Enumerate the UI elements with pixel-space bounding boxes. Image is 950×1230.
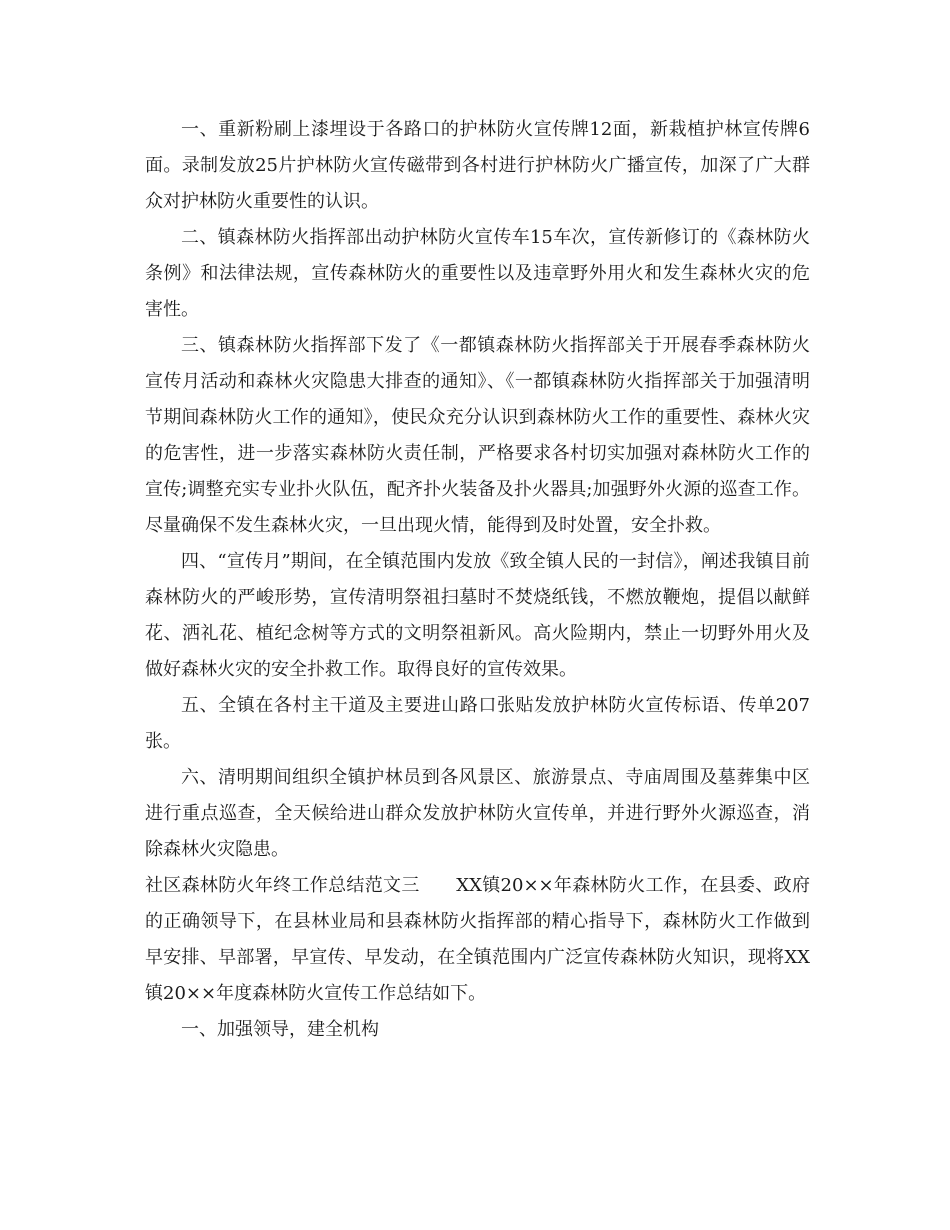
document-body: [145, 112, 810, 1048]
paragraph-2: 二、镇森林防火指挥部出动护林防火宣传车15车次，宣传新修订的《森林防火条例》和法律法规，宣传森林防火的重要性以及违章野外用火和发生森林火灾的危害性。: [145, 227, 810, 320]
paragraph-8: 一、加强领导，建全机构: [181, 1019, 379, 1040]
paragraph-1: 一、重新粉刷上漆埋设于各路口的护林防火宣传牌12面，新栽植护林宣传牌6面。录制发放25片护林防火宣传磁带到各村进行护林防火广播宣传，加深了广大群众对护林防火重要性的认识。: [145, 119, 810, 212]
paragraph-4: 四、“宣传月”期间，在全镇范围内发放《致全镇人民的一封信》，阐述我镇目前森林防火的严峻形势，宣传清明祭祖扫墓时不焚烧纸钱，不燃放鞭炮，提倡以献鲜花、洒礼花、植纪念树等方式的文明祭祖新风。高火险期内，禁止一切野外用火及做好森林火灾的安全扑救工作。取得良好的宣传效果。: [145, 551, 810, 680]
paragraph-3: 三、镇森林防火指挥部下发了《一都镇森林防火指挥部关于开展春季森林防火宣传月活动和森林火灾隐患大排查的通知》、《一都镇森林防火指挥部关于加强清明节期间森林防火工作的通知》，使民众充分认识到森林防火工作的重要性、森林火灾的危害性，进一步落实森林防火责任制，严格要求各村切实加强对森林防火工作的宣传;调整充实专业扑火队伍，配齐扑火装备及扑火器具;加强野外火源的巡查工作。尽量确保不发生森林火灾，一旦出现火情，能得到及时处置，安全扑救。: [145, 335, 810, 536]
paragraph-6: 六、清明期间组织全镇护林员到各风景区、旅游景点、寺庙周围及墓葬集中区进行重点巡查，全天候给进山群众发放护林防火宣传单，并进行野外火源巡查，消除森林火灾隐患。: [145, 767, 810, 860]
paragraph-7-section-heading: 社区森林防火年终工作总结范文三 XX镇20××年森林防火工作，在县委、政府的正确领导下，在县林业局和县森林防火指挥部的精心指导下，森林防火工作做到早安排、早部署，早宣传、早发动，在全镇范围内广泛宣传森林防火知识，现将XX镇20××年度森林防火宣传工作总结如下。: [145, 875, 810, 1004]
paragraph-5: 五、全镇在各村主干道及主要进山路口张贴发放护林防火宣传标语、传单207张。: [145, 695, 810, 752]
